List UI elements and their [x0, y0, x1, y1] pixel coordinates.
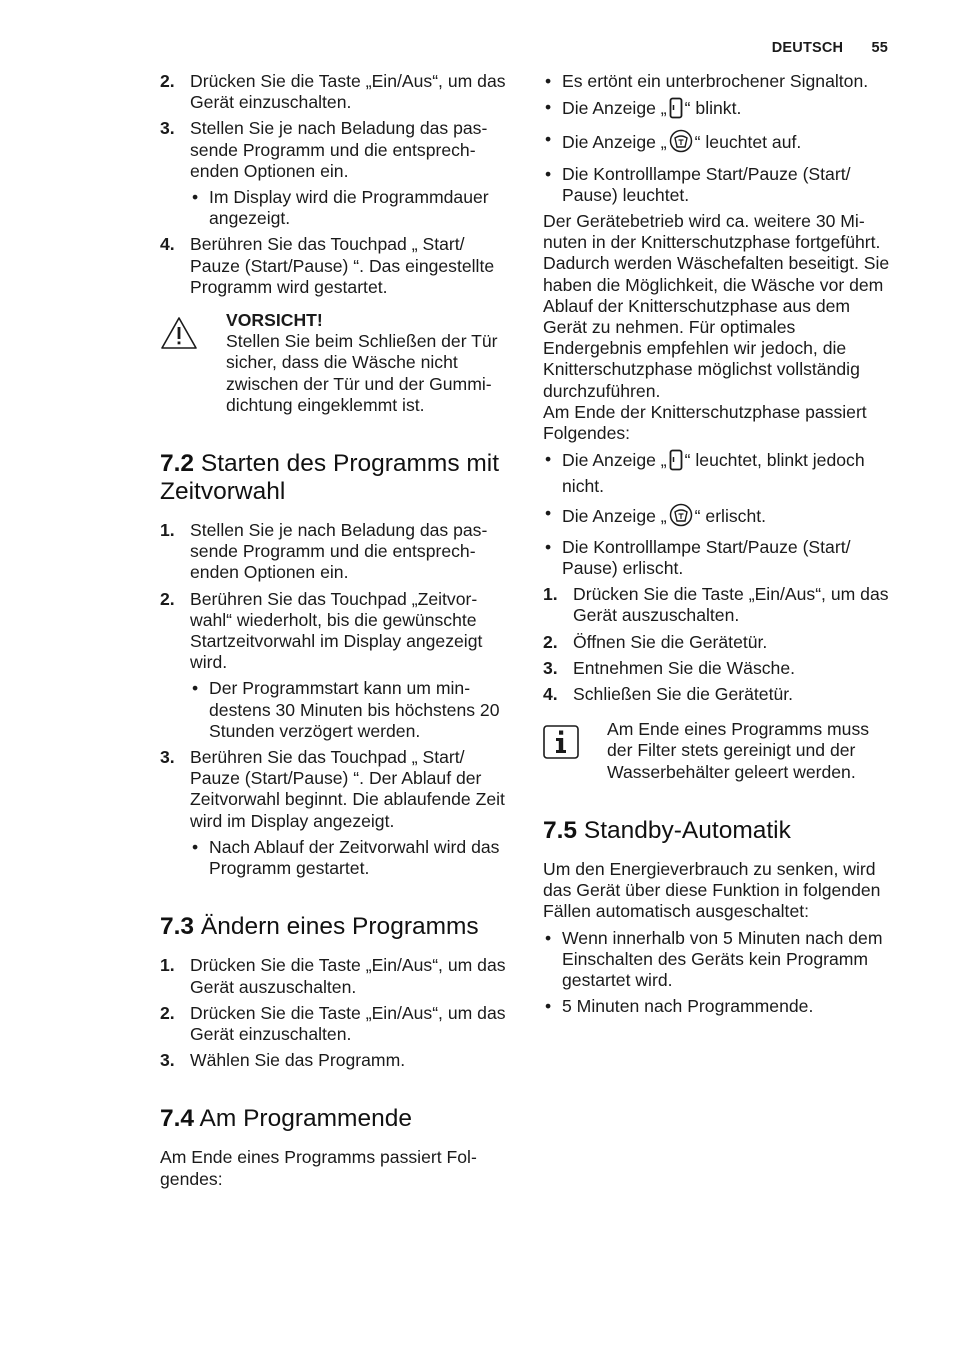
bullet-text: Es ertönt ein unterbrochener Signalton.	[562, 71, 869, 91]
step-number: 3.	[160, 118, 175, 139]
info-icon	[543, 725, 579, 764]
step-text: Drücken Sie die Taste „Ein/Aus“, um das Gerät auszuschalten.	[190, 955, 506, 997]
step-text: Berühren Sie das Touchpad „ Start/ Pauze (Start/Pause) “. Der Ablauf der Zeitvorwahl beginnt. Die ablaufende Zeit wird im Display angezeigt.	[190, 747, 505, 831]
drum-display-icon	[669, 503, 693, 532]
list-item	[543, 632, 895, 653]
bullet-text: Im Display wird die Programmdauer angezeigt.	[209, 187, 489, 229]
step-text: Stellen Sie je nach Beladung das passende Programm und die entsprechenden Optionen ein.	[190, 118, 488, 181]
step-number: 4.	[160, 234, 175, 255]
step-number: 4.	[543, 684, 558, 705]
paragraph: Um den Energieverbrauch zu senken, wird das Gerät über diese Funktion in folgenden Fällen automatisch ausgeschaltet:	[543, 858, 881, 922]
list-item	[190, 837, 512, 879]
list-item	[160, 589, 512, 674]
list-item	[543, 129, 895, 158]
bullet: •	[545, 449, 552, 470]
list-item	[190, 187, 512, 229]
bullet-text: 5 Minuten nach Programmende.	[562, 996, 814, 1017]
left-column	[160, 71, 512, 1190]
bullet-text: Nach Ablauf der Zeitvorwahl wird das Programm gestartet.	[209, 836, 500, 879]
list-item	[543, 449, 895, 497]
bullet-text: Wenn innerhalb von 5 Minuten nach dem Einschalten des Geräts kein Programm gestartet wird.	[562, 927, 883, 990]
section-title: Standby-Automatik	[583, 816, 791, 844]
step-number: 2.	[160, 1002, 175, 1023]
section-heading-7-3	[160, 913, 512, 941]
list-item	[543, 658, 895, 679]
paragraph: Der Gerätebetrieb wird ca. weitere 30 Minuten in der Knitterschutzphase fortgeführt.	[543, 211, 881, 253]
list-item	[160, 520, 512, 584]
page-number: 55	[871, 40, 888, 56]
section-number: 7.2	[160, 450, 195, 478]
section-heading-7-4	[160, 1105, 512, 1133]
bullet: •	[192, 678, 199, 699]
step-number: 2.	[543, 631, 558, 652]
list-item	[160, 234, 512, 298]
step-number: 1.	[160, 955, 175, 976]
step-number: 3.	[160, 747, 175, 768]
step-text: Berühren Sie das Touchpad „Zeitvorwahl“ wiederholt, bis die gewünschte Startzeitvorwahl im Display angezeigt wird.	[190, 588, 483, 673]
door-display-icon	[669, 97, 683, 124]
list-item	[160, 1050, 512, 1071]
list-item	[160, 747, 512, 832]
list-item	[160, 118, 512, 182]
list-item	[190, 678, 512, 742]
paragraph: Am Ende eines Programms passiert Folgendes:	[160, 1147, 477, 1189]
step-number: 2.	[160, 71, 175, 91]
step-text: Öffnen Sie die Gerätetür.	[573, 631, 768, 652]
list-item	[543, 584, 895, 626]
section-title: Am Programmende	[199, 1105, 412, 1133]
list-item	[543, 71, 895, 92]
list-item	[160, 71, 512, 113]
section-number: 7.4	[160, 1105, 195, 1133]
list-item	[543, 164, 895, 206]
list-item	[543, 537, 895, 579]
step-text: Schließen Sie die Gerätetür.	[573, 684, 794, 705]
warning-box	[160, 310, 512, 416]
warning-triangle-icon	[160, 316, 198, 355]
bullet-text: Die Kontrolllampe Start/Pauze (Start/ Pause) leuchtet.	[562, 163, 851, 205]
bullet-text-post: “ leuchtet, blinkt jedoch nicht.	[562, 450, 865, 497]
bullet: •	[545, 996, 552, 1017]
step-text: Berühren Sie das Touchpad „ Start/ Pauze (Start/Pause) “. Das eingestellte Programm wird gestartet.	[190, 234, 495, 297]
step-number: 3.	[543, 657, 558, 678]
bullet: •	[545, 163, 552, 184]
bullet: •	[192, 187, 199, 208]
warning-title: VORSICHT!	[226, 310, 323, 331]
bullet: •	[545, 502, 552, 523]
step-text: Entnehmen Sie die Wäsche.	[573, 657, 796, 678]
section-title: Starten des Programms mit Zeitvorwahl	[160, 450, 500, 506]
language-label: DEUTSCH	[771, 40, 844, 56]
drum-display-icon	[669, 129, 693, 158]
step-number: 2.	[160, 588, 175, 609]
door-display-icon	[669, 449, 683, 476]
step-number: 1.	[543, 584, 558, 605]
step-text: Drücken Sie die Taste „Ein/Aus“, um das Gerät einzuschalten.	[190, 1002, 506, 1044]
bullet-text: Der Programmstart kann um mindestens 30 Minuten bis höchstens 20 Stunden verzögert werden.	[209, 678, 500, 741]
bullet-text-post: “ erlischt.	[694, 505, 767, 526]
bullet-text-pre: Die Anzeige „	[562, 132, 667, 153]
list-item	[543, 97, 895, 124]
step-text: Drücken Sie die Taste „Ein/Aus“, um das Gerät auszuschalten.	[573, 584, 889, 626]
bullet-text-post: “ blinkt.	[684, 98, 742, 119]
right-column	[543, 71, 895, 1022]
step-text: Stellen Sie je nach Beladung das passende Programm und die entsprechenden Optionen ein.	[190, 520, 488, 583]
bullet: •	[545, 536, 552, 557]
step-text: Drücken Sie die Taste „Ein/Aus“, um das Gerät einzuschalten.	[190, 71, 506, 113]
bullet-text-post: “ leuchtet auf.	[694, 132, 802, 153]
list-item	[543, 684, 895, 705]
list-item	[543, 928, 895, 992]
bullet: •	[545, 927, 552, 948]
step-number: 1.	[160, 520, 175, 541]
section-heading-7-5	[543, 817, 895, 845]
bullet: •	[192, 836, 199, 857]
bullet-text: Die Kontrolllampe Start/Pauze (Start/ Pause) erlischt.	[562, 536, 851, 579]
step-number: 3.	[160, 1050, 175, 1071]
page-header	[772, 38, 888, 59]
bullet: •	[545, 97, 552, 118]
section-number: 7.5	[543, 816, 578, 844]
paragraph: Dadurch werden Wäschefalten beseitigt. Sie haben die Möglichkeit, die Wäsche vor dem Ablauf der Knitterschutzphase aus dem Gerät zu nehmen. Für optimales Endergebnis empfehlen wir jedoch, die Knitterschutzphase möglichst vollständig durchzuführen.	[543, 253, 890, 401]
list-item	[160, 955, 512, 997]
step-text: Wählen Sie das Programm.	[190, 1050, 406, 1071]
bullet-text-pre: Die Anzeige „	[562, 505, 667, 526]
list-item	[160, 1003, 512, 1045]
info-text: Am Ende eines Programms muss der Filter stets gereinigt und der Wasserbehälter geleert werden.	[607, 719, 870, 782]
section-title: Ändern eines Programms	[200, 913, 479, 941]
warning-text: Stellen Sie beim Schließen der Tür sicher, dass die Wäsche nicht zwischen der Tür und der Gummidichtung eingeklemmt ist.	[226, 331, 498, 415]
info-box	[543, 719, 895, 783]
bullet-text-pre: Die Anzeige „	[562, 98, 667, 119]
section-heading-7-2	[160, 450, 512, 506]
bullet-text-pre: Die Anzeige „	[562, 450, 667, 471]
list-item	[543, 503, 895, 532]
paragraph: Am Ende der Knitterschutzphase passiert Folgendes:	[543, 401, 867, 444]
bullet: •	[545, 129, 552, 150]
list-item	[543, 996, 895, 1017]
section-number: 7.3	[160, 913, 195, 941]
bullet: •	[545, 71, 552, 91]
